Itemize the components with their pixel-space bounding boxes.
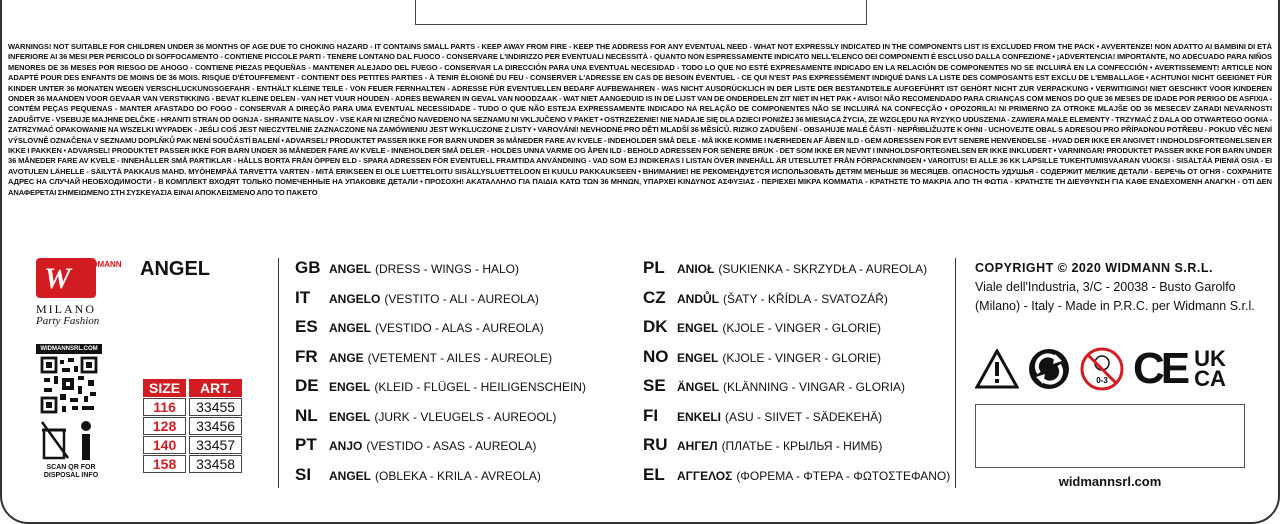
blank-box xyxy=(975,404,1245,468)
list-item xyxy=(295,347,586,377)
ukca-bottom: CA xyxy=(1194,366,1226,391)
address-line-2: (Milano) - Italy - Made in P.R.C. per Widmann S.r.l. xyxy=(975,299,1255,313)
lang-name: ANDŮL xyxy=(677,291,719,306)
ukca-mark xyxy=(1194,346,1226,391)
copyright-title: COPYRIGHT © 2020 WIDMANN S.R.L. xyxy=(975,261,1213,275)
size-cell: 158 xyxy=(143,455,186,473)
list-item xyxy=(295,317,586,347)
list-item xyxy=(295,435,586,465)
list-item xyxy=(643,317,950,347)
product-name: ANGEL xyxy=(140,258,210,280)
list-item xyxy=(643,376,950,406)
qr-code-icon xyxy=(40,356,98,414)
lang-parts: (VESTITO - ALI - AUREOLA) xyxy=(384,291,539,306)
warnings-text: WARNINGS! NOT SUITABLE FOR CHILDREN UNDER 36 MONTHS OF AGE DUE TO CHOKING HAZARD - IT CONTAINS SMALL PARTS - KEEP AWAY FROM FIRE - KEEP THE ADDRESS FOR ANY EVENTUAL NEED - WHAT NOT EXPRESSLY INDICATED IN THE COMPONENTS LIST IS EXCLUDED FROM THE PACK • AVVERTENZE! NON ADATTO AI BAMBINI DI ETÀ INFERIORE AI 36 MESI PER PERICOLO DI SOFFOCAMENTO - CONTIENE PICCOLE PARTI - TENERE LONTANO DAL FUOCO - CONSERVARE L'INDIRIZZO PER EVENTUALI NECESSITÀ - QUANTO NON ESPRESSAMENTE INDICATO NELL'ELENCO DEI COMPONENTI È ESCLUSO DALLA CONFEZIONE • ¡ADVERTENCIA! IMPORTANTE, NO ADECUADO PARA NIÑOS MENORES DE 36 MESES POR RIESGO DE AHOGO - CONTIENE PIEZAS PEQUEÑAS - MANTENER ALEJADO DEL FUEGO - CONSERVAR LA DIRECCIÓN PARA UNA EVENTUAL NECESIDAD - TODO LO QUE NO ESTÉ EXPRESAMENTE INDICADO EN LA RELACIÓN DE COMPONENTES NO SE INCLUIRÁ EN LA CONFECCIÓN • AVERTISSEMENT! ARTICLE NON ADAPTÉ POUR DES ENFANTS DE MOINS DE 36 MOIS. RISQUE D'ÉTOUFFEMENT - CONTIENT DES PETITES PARTIES - À TENIR ÉLOIGNÉ DU FEU - CONSERVER L'ADRESSE EN CAS DE BESOIN ÉVENTUEL - CE QUI N'EST PAS EXPRESSÉMENT INDIQUÉ DANS LA LISTE DES COMPOSANTS EST EXCLU DE L'EMBALLAGE • ACHTUNG! NICHT GEEIGNET FÜR KINDER UNTER 36 MONATEN WEGEN VERSCHLUCKUNGSGEFAHR - ENTHÄLT KLEINE TEILE - VON FEUER FERNHALTEN - ADRESSE FÜR EVENTUELLEN BEDARF AUFBEWAHREN - WAS NICHT AUSDRÜCKLICH IN DER LISTE DER BESTANDTEILE AUFGEFÜHRT IST GEHÖRT NICHT ZUR VERPACKUNG • VERWITIGING! NIET GESCHIKT VOOR KINDEREN ONDER 36 MAANDEN VOOR GEVAAR VAN VERSTIKKING - BEVAT KLEINE DELEN - VAN HET VUUR HOUDEN - ADRES BEWAREN IN GEVAL VAN NOODZAAK - WAT NIET AANGEDUID IS IN DE LIJST VAN DE ONDERDELEN ZIT NIET IN HET PAK • AVISO! NÃO RECOMENDADO PARA CRIANÇAS COM MENOS DO QUE 36 MESES DE IDADE POR PERIGO DE ASFIXIA - CONTÉM PEÇAS PEQUENAS - MANTER AFASTADO DO FOGO - CONSERVAR A DIREÇÃO PARA UMA EVENTUAL NECESSIDADE - TUDO O QUE NÃO ESTEJA EXPRESSAMENTE INDICADO NA RELAÇÃO DE COMPONENTES NÃO SE INCLUIRÁ NA CONFECÇÃO • OPOZORILA! NI PRIMERNO ZA OTROKE MLAJŠE OD 36 MESECEV ZARADI NEVARNOSTI ZADUŠITVE - VSEBUJE MAJHNE DELČKE - HRANITI STRAN OD OGNJA - SHRANITE NASLOV - VSE KAR NI IZREČNO NAVEDENO NA SEZNAMU NI VKLJUČENO V PAKET • OSTRZEŻENIE! NIE NADAJE SIĘ DLA DZIECI PONIŻEJ 36 MIESIĄCA ŻYCIA, ZE WZGLĘDU NA RYZYKO UDUSZENIA - ZAWIERA MAŁE ELEMENTY - TRZYMAĆ Z DALA OD OTWARTEGO OGNIA - ZATRZYMAĆ OPAKOWANIE NA WSZELKI WYPADEK - JEŚLI COŚ JEST NIECZYTELNIE ZAZNACZONE NA ZAMÓWIENIU JEST WYKLUCZONE Z LISTY • VAROVÁNÍ! NEVHODNÉ PRO DĚTI MLADŠÍ 36 MĚSÍCŮ. RIZIKO ZADUŠENÍ - OBSAHUJE MALÉ ČÁSTI - NEPŘIBLIŽUJTE K OHNI - UCHOVEJTE OBAL S ADRESOU PRO PŘÍPADNOU POTŘEBU - POKUD VĚC NENÍ VÝSLOVNĚ OZNAČENA V SEZNAMU DOPLŇKŮ PAK NENÍ SOUČÁSTÍ BALENÍ • ADVARSEL! PRODUKTET PASSER IKKE FOR BARN UNDER 36 MÅNEDER FARE AV KVELE - INDEHOLDER SMÅ DELE - MÅ IKKE KOMME I NÆRHEDEN AF ÅBEN ILD - GEM ADRESSEN FOR EVT SENERE HENVENDELSE - HVAD DER IKKE ER ANGIVET I INDHOLDSFORTEGNELSEN ER IKKE I PAKKEN • ADVARSEL! PRODUKTET PASSER IKKE FOR BARN UNDER 36 MÅNEDER FARE AV KVELE - INNEHOLDER SMÅ DELER - HOLDES UNNA VARME OG ÅPEN ILD - BEHOLD ADRESSEN FOR SENERE BRUK - DET SOM IKKE ER NEVNT I INNHOLDSFORTEGNELSEN ER IKKE INKLUDERT • VARNINGAR! PRODUKTET PASSER IKKE FOR BARN UNDER 36 MÅNEDER FARE AV KVELE - INNEHÅLLER SMÅ PARTIKLAR - HÅLLS BORTA FRÅN ÖPPEN ELD - SPARA ADRESSEN FÖR EVENTUELL FRAMTIDA ANVÄNDNING - VAD SOM EJ INDIKERAS I LISTAN ÖVER INNEHÅLL ÄR UTESLUTET FRÅN FÖRPACKNINGEN • VAROITUS! EI ALLE 36 KK LAPSILLE TUKEHTUMISVAARAN VUOKSI - SISÄLTÄÄ PIENIÄ OSIA - EI AVOTULEN LÄHELLE - SÄILYTÄ PAKKAUS MAHD. MYÖHEMPÄÄ TARVETTA VARTEN - MITÄ ERIKSEEN EI OLE LUETTELOITU SISÄLLYSLUETTELOON EI KUULU PAKKAUKSEEN • ВНИМАНИЕ! НЕ РЕКОМЕНДУЕТСЯ ИСПОЛЬЗОВАТЬ ДЕТЯМ МЕНЬШЕ 36 МЕСЯЦЕВ. ОПАСНОСТЬ УДУШЬЯ - СОДЕРЖИТ МЕЛКИЕ ДЕТАЛИ - БЕРЕЧЬ ОТ ОГНЯ - СОХРАНИТЕ АДРЕС НА СЛУЧАЙ НЕОБХОДИМОСТИ - В КОМПЛЕКТ ВХОДЯТ ТОЛЬКО ПОМЕЧЕННЫЕ НА УПАКОВКЕ ДЕТАЛИ • ΠΡΟΣΟΧΗ! ΑΚΑΤΑΛΛΗΛΟ ΓΙΑ ΠΑΙΔΙΑ ΚΑΤΩ ΤΩΝ 36 ΜΗΝΩΝ, ΥΠΑΡΧΕΙ ΚΙΝΔΥΝΟΣ ΑΣΦΥΞΙΑΣ - ΠΕΡΙΕΧΕΙ ΜΙΚΡΑ ΚΟΜΜΑΤΙΑ - ΚΡΑΤΗΣΤΕ ΤΟ ΜΑΚΡΙΑ ΑΠΟ ΤΗ ΦΩΤΙΑ - ΚΡΑΤΗΣΤΕ ΤΗ ΔΙΕΥΘΥΝΣΗ ΓΙΑ ΚΑΘΕ ΕΝΔΕΧΟΜΕΝΗ ΑΝΑΓΚΗ - ΟΤΙ ΔΕΝ ΑΝΑΦΕΡΕΤΑΙ ΣΗΜΕΙΩΜΕΝΟ ΣΤΗ ΣΥΣΚΕΥΑΣΙΑ ΕΙΝΑΙ ΑΠΟΚΛΕΙΣΜΕΝΟ ΑΠΟ ΤΟ ΠΑΚΕΤΟ xyxy=(8,42,1272,197)
lang-parts: (SUKIENKA - SKRZYDŁA - AUREOLA) xyxy=(718,262,928,276)
art-cell: 33455 xyxy=(189,398,242,416)
table-row xyxy=(143,436,242,454)
lang-code: GB xyxy=(295,258,321,277)
art-cell: 33458 xyxy=(189,455,242,473)
lang-code: DK xyxy=(643,317,668,336)
lang-name: АНГЕЛ xyxy=(677,439,718,453)
lang-code: CZ xyxy=(643,287,666,307)
warning-triangle-icon xyxy=(975,349,1019,389)
lang-code: FI xyxy=(643,405,659,425)
list-item xyxy=(295,376,586,406)
list-item xyxy=(643,258,950,288)
lang-parts: (ПЛАТЬЕ - КРЫЛЬЯ - НИМБ) xyxy=(721,439,883,453)
table-row xyxy=(143,455,242,473)
list-item xyxy=(643,406,950,436)
art-cell: 33456 xyxy=(189,417,242,435)
lang-code: ES xyxy=(295,317,318,336)
list-item xyxy=(643,347,950,377)
art-cell: 33457 xyxy=(189,436,242,454)
lang-name: ANGE xyxy=(329,350,364,365)
lang-parts: (VESTIDO - ASAS - AUREOLA) xyxy=(366,439,537,453)
lang-code: RU xyxy=(643,435,668,454)
lang-name: ENGEL xyxy=(677,350,719,365)
age-label: 0-3 xyxy=(1096,376,1108,385)
lang-name: ENGEL xyxy=(329,409,371,424)
lang-code: EL xyxy=(643,464,665,484)
lang-code: NO xyxy=(643,346,669,366)
table-row xyxy=(143,417,242,435)
list-item xyxy=(643,288,950,318)
lang-code: PT xyxy=(295,435,317,454)
logo-party-fashion: Party Fashion xyxy=(36,315,100,327)
ce-mark: CE xyxy=(1133,344,1187,393)
logo-milano: MILANO xyxy=(36,302,96,316)
languages-left xyxy=(295,258,586,494)
lang-parts: (VETEMENT - AILES - AUREOLE) xyxy=(367,350,553,365)
top-box xyxy=(415,0,867,25)
qr-label: WIDMANNSRL.COM xyxy=(36,344,102,354)
lang-parts: (DRESS - WINGS - HALO) xyxy=(375,262,520,276)
divider-left xyxy=(278,258,279,488)
list-item xyxy=(295,258,586,288)
widmann-logo xyxy=(36,258,122,327)
lang-name: ÄNGEL xyxy=(677,380,719,394)
size-table xyxy=(140,378,245,474)
lang-code: SI xyxy=(295,464,312,484)
lang-name: ANIOŁ xyxy=(677,262,715,276)
lang-parts: (ŠATY - KŘÍDLA - SVATOZÁŘ) xyxy=(723,291,888,306)
size-cell: 116 xyxy=(143,398,186,416)
lang-name: ENGEL xyxy=(329,380,371,394)
scan-qr-label: SCAN QR FOR DISPOSAL INFO xyxy=(43,464,99,479)
lang-parts: (JURK - VLEUGELS - AUREOOL) xyxy=(374,409,557,424)
lang-name: ENGEL xyxy=(677,321,719,335)
lang-parts: (ASU - SIIVET - SÄDEKEHÄ) xyxy=(725,409,883,424)
age-restriction-icon xyxy=(1079,346,1125,392)
lang-code: NL xyxy=(295,405,318,425)
ukca-top: UK xyxy=(1194,346,1226,371)
lang-parts: (KLEID - FLÜGEL - HEILIGENSCHEIN) xyxy=(374,380,586,394)
lang-code: PL xyxy=(643,258,665,277)
size-cell: 140 xyxy=(143,436,186,454)
recycle-bin-icon xyxy=(40,418,100,462)
lang-name: ANGEL xyxy=(329,321,371,335)
lang-code: FR xyxy=(295,346,318,366)
lang-name: ENKELI xyxy=(677,409,722,424)
logo-brand: WIDMANN xyxy=(82,260,122,269)
lang-name: ΑΓΓΕΛΟΣ xyxy=(677,468,733,483)
lang-code: DE xyxy=(295,376,319,395)
copyright-block xyxy=(975,259,1255,316)
list-item xyxy=(295,288,586,318)
lang-parts: (KLÄNNING - VINGAR - GLORIA) xyxy=(723,380,906,394)
address-line-1: Viale dell'Industria, 3/C - 20038 - Busto Garolfo xyxy=(975,280,1236,294)
safety-marks xyxy=(975,346,1226,392)
lang-parts: (VESTIDO - ALAS - AUREOLA) xyxy=(375,321,544,335)
lang-parts: (KJOLE - VINGER - GLORIE) xyxy=(722,350,882,365)
list-item xyxy=(643,465,950,495)
website-url: widmannsrl.com xyxy=(1058,474,1162,489)
divider-right xyxy=(955,258,956,488)
lang-name: ANJO xyxy=(329,439,363,453)
art-header: ART. xyxy=(189,379,242,397)
logo-w-icon: W xyxy=(44,262,71,295)
recycle-icon xyxy=(1027,347,1071,391)
lang-parts: (KJOLE - VINGER - GLORIE) xyxy=(722,321,882,335)
lang-code: IT xyxy=(295,287,311,307)
languages-right xyxy=(643,258,950,494)
size-header: SIZE xyxy=(143,379,186,397)
lang-code: SE xyxy=(643,376,666,395)
lang-name: ANGELO xyxy=(329,291,381,306)
lang-name: ANGEL xyxy=(329,468,371,483)
lang-parts: (OBLEKA - KRILA - AVREOLA) xyxy=(375,468,541,483)
list-item xyxy=(643,435,950,465)
lang-parts: (ΦΟΡΕΜΑ - ΦΤΕΡΑ - ΦΩΤΟΣΤΕΦΑΝΟ) xyxy=(736,468,951,483)
list-item xyxy=(295,465,586,495)
table-row xyxy=(143,398,242,416)
size-cell: 128 xyxy=(143,417,186,435)
lang-name: ANGEL xyxy=(329,262,371,276)
list-item xyxy=(295,406,586,436)
